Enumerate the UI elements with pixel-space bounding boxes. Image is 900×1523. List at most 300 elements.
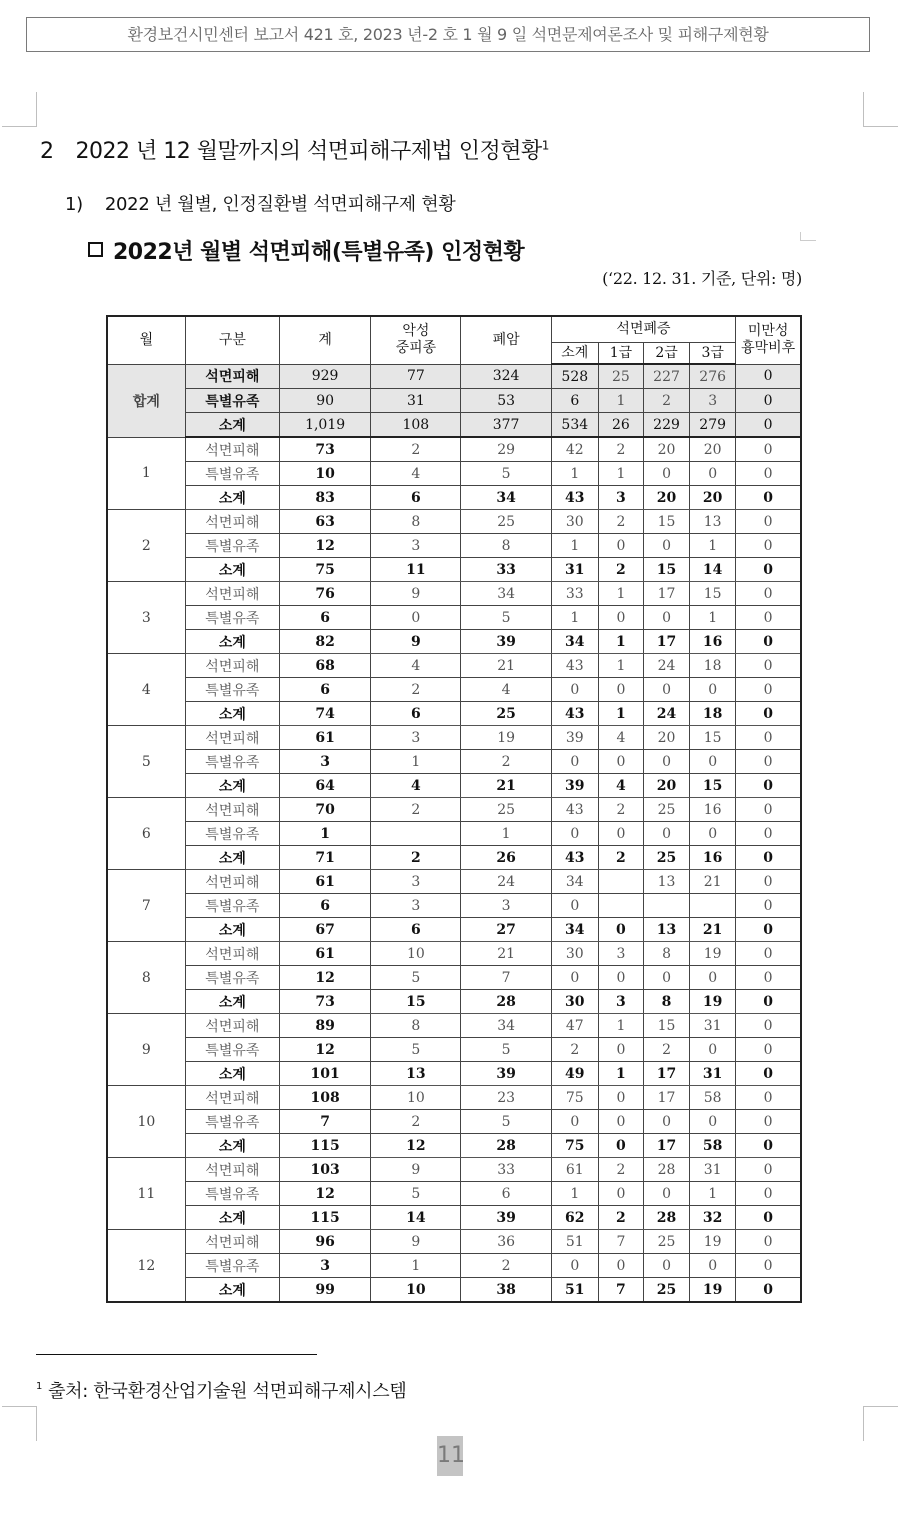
cell-total: 89 bbox=[279, 1014, 370, 1038]
cell-asbestosis-grade3: 16 bbox=[690, 798, 736, 822]
cell-asbestosis-subtotal: 0 bbox=[551, 1254, 598, 1278]
cell-asbestosis-grade1: 0 bbox=[598, 1182, 643, 1206]
cell-pleural-thickening: 0 bbox=[736, 486, 801, 510]
cell-asbestosis-grade3: 276 bbox=[690, 364, 736, 389]
cell-total: 73 bbox=[279, 990, 370, 1014]
cell-lung-cancer: 377 bbox=[461, 413, 551, 438]
cell-total: 1,019 bbox=[279, 413, 370, 438]
cell-total: 12 bbox=[279, 534, 370, 558]
cell-lung-cancer: 39 bbox=[461, 1206, 551, 1230]
cell-asbestosis-subtotal: 0 bbox=[551, 750, 598, 774]
cell-asbestosis-grade2: 25 bbox=[643, 1278, 689, 1303]
cell-total: 1 bbox=[279, 822, 370, 846]
month-row-asbestos-damage bbox=[107, 582, 801, 606]
table-body bbox=[107, 364, 801, 1302]
header-asbestosis-grade1: 1급 bbox=[598, 343, 643, 365]
month-row-subtotal bbox=[107, 1062, 801, 1086]
month-row-special-bereaved bbox=[107, 1038, 801, 1062]
month-label: 11 bbox=[107, 1158, 185, 1230]
cell-asbestosis-grade2: 0 bbox=[643, 966, 689, 990]
summary-label: 합계 bbox=[107, 364, 185, 437]
header-total: 계 bbox=[279, 316, 370, 364]
cell-asbestosis-grade1: 1 bbox=[598, 1014, 643, 1038]
month-row-special-bereaved bbox=[107, 894, 801, 918]
row-category-special-bereaved: 특별유족 bbox=[185, 462, 279, 486]
footnote-ref[interactable]: 1 bbox=[541, 138, 549, 153]
cell-asbestosis-subtotal: 2 bbox=[551, 1038, 598, 1062]
cell-asbestosis-subtotal: 49 bbox=[551, 1062, 598, 1086]
cell-asbestosis-subtotal: 47 bbox=[551, 1014, 598, 1038]
month-row-asbestos-damage bbox=[107, 1158, 801, 1182]
crop-mark-top-right bbox=[863, 92, 898, 127]
cell-asbestosis-grade1: 7 bbox=[598, 1230, 643, 1254]
row-category-special-bereaved: 특별유족 bbox=[185, 1182, 279, 1206]
cell-mesothelioma: 77 bbox=[371, 364, 461, 389]
cell-pleural-thickening: 0 bbox=[736, 462, 801, 486]
running-header: 환경보건시민센터 보고서 421 호, 2023 년-2 호 1 월 9 일 석면문제여론조사 및 피해구제현황 bbox=[26, 17, 870, 52]
cell-pleural-thickening: 0 bbox=[736, 1086, 801, 1110]
cell-asbestosis-grade3: 15 bbox=[690, 582, 736, 606]
cell-total: 70 bbox=[279, 798, 370, 822]
cell-asbestosis-subtotal: 39 bbox=[551, 774, 598, 798]
cell-asbestosis-subtotal: 0 bbox=[551, 894, 598, 918]
cell-lung-cancer: 27 bbox=[461, 918, 551, 942]
month-row-special-bereaved bbox=[107, 1110, 801, 1134]
month-row-special-bereaved bbox=[107, 534, 801, 558]
cell-asbestosis-subtotal: 42 bbox=[551, 437, 598, 462]
cell-pleural-thickening: 0 bbox=[736, 1038, 801, 1062]
cell-mesothelioma: 5 bbox=[371, 1182, 461, 1206]
cell-asbestosis-grade2: 24 bbox=[643, 702, 689, 726]
cell-asbestosis-subtotal: 33 bbox=[551, 582, 598, 606]
cell-asbestosis-grade1: 2 bbox=[598, 510, 643, 534]
subsection-heading bbox=[65, 190, 455, 216]
cell-asbestosis-grade3: 58 bbox=[690, 1134, 736, 1158]
month-row-subtotal bbox=[107, 486, 801, 510]
cell-total: 7 bbox=[279, 1110, 370, 1134]
cell-asbestosis-grade1: 2 bbox=[598, 1206, 643, 1230]
cell-total: 3 bbox=[279, 1254, 370, 1278]
cell-asbestosis-grade2: 15 bbox=[643, 558, 689, 582]
cell-asbestosis-grade3: 0 bbox=[690, 1254, 736, 1278]
cell-asbestosis-grade2 bbox=[643, 894, 689, 918]
cell-total: 61 bbox=[279, 726, 370, 750]
month-label: 8 bbox=[107, 942, 185, 1014]
cell-lung-cancer: 39 bbox=[461, 630, 551, 654]
cell-pleural-thickening: 0 bbox=[736, 654, 801, 678]
cell-asbestosis-grade2: 24 bbox=[643, 654, 689, 678]
cell-asbestosis-grade2: 25 bbox=[643, 1230, 689, 1254]
cell-pleural-thickening: 0 bbox=[736, 1230, 801, 1254]
cell-asbestosis-grade1: 1 bbox=[598, 702, 643, 726]
month-row-asbestos-damage bbox=[107, 726, 801, 750]
month-row-special-bereaved bbox=[107, 1182, 801, 1206]
cell-mesothelioma: 9 bbox=[371, 1230, 461, 1254]
header-asbestosis-grade2: 2급 bbox=[643, 343, 689, 365]
cell-asbestosis-grade3: 0 bbox=[690, 678, 736, 702]
cell-asbestosis-subtotal: 51 bbox=[551, 1278, 598, 1303]
cell-asbestosis-subtotal: 34 bbox=[551, 918, 598, 942]
cell-asbestosis-grade1: 3 bbox=[598, 990, 643, 1014]
cell-asbestosis-grade2: 0 bbox=[643, 606, 689, 630]
cell-asbestosis-grade2: 13 bbox=[643, 918, 689, 942]
cell-mesothelioma: 1 bbox=[371, 750, 461, 774]
row-category-asbestos-damage: 석면피해 bbox=[185, 1230, 279, 1254]
row-category-special-bereaved: 특별유족 bbox=[185, 606, 279, 630]
row-category-subtotal: 소계 bbox=[185, 1134, 279, 1158]
row-category-asbestos-damage: 석면피해 bbox=[185, 1158, 279, 1182]
cell-lung-cancer: 33 bbox=[461, 1158, 551, 1182]
cell-mesothelioma: 14 bbox=[371, 1206, 461, 1230]
cell-asbestosis-subtotal: 0 bbox=[551, 822, 598, 846]
row-category-asbestos-damage: 석면피해 bbox=[185, 798, 279, 822]
cell-asbestosis-grade3 bbox=[690, 894, 736, 918]
month-row-subtotal bbox=[107, 1134, 801, 1158]
cell-mesothelioma: 10 bbox=[371, 1278, 461, 1303]
cell-mesothelioma: 9 bbox=[371, 582, 461, 606]
cell-asbestosis-grade3: 16 bbox=[690, 846, 736, 870]
cell-lung-cancer: 25 bbox=[461, 510, 551, 534]
row-category-asbestos-damage: 석면피해 bbox=[185, 1086, 279, 1110]
cell-asbestosis-subtotal: 75 bbox=[551, 1086, 598, 1110]
cell-asbestosis-grade2: 20 bbox=[643, 774, 689, 798]
cell-lung-cancer: 21 bbox=[461, 942, 551, 966]
cell-lung-cancer: 1 bbox=[461, 822, 551, 846]
cell-asbestosis-grade1: 3 bbox=[598, 486, 643, 510]
cell-mesothelioma: 9 bbox=[371, 1158, 461, 1182]
cell-pleural-thickening: 0 bbox=[736, 870, 801, 894]
cell-total: 108 bbox=[279, 1086, 370, 1110]
month-row-subtotal bbox=[107, 702, 801, 726]
cell-total: 61 bbox=[279, 870, 370, 894]
cell-pleural-thickening: 0 bbox=[736, 798, 801, 822]
cell-total: 71 bbox=[279, 846, 370, 870]
cell-asbestosis-grade3: 0 bbox=[690, 1038, 736, 1062]
cell-asbestosis-grade2: 17 bbox=[643, 1134, 689, 1158]
month-row-special-bereaved bbox=[107, 750, 801, 774]
cell-lung-cancer: 5 bbox=[461, 1038, 551, 1062]
month-row-special-bereaved bbox=[107, 1254, 801, 1278]
cell-lung-cancer: 5 bbox=[461, 1110, 551, 1134]
month-label: 12 bbox=[107, 1230, 185, 1303]
month-row-subtotal bbox=[107, 558, 801, 582]
crop-mark-bottom-left bbox=[2, 1406, 37, 1441]
month-row-asbestos-damage bbox=[107, 654, 801, 678]
cell-asbestosis-grade2: 0 bbox=[643, 822, 689, 846]
cell-pleural-thickening: 0 bbox=[736, 510, 801, 534]
cell-asbestosis-grade1: 0 bbox=[598, 1254, 643, 1278]
cell-total: 6 bbox=[279, 678, 370, 702]
section-title: 2022 년 12 월말까지의 석면피해구제법 인정현황 bbox=[75, 139, 542, 164]
row-category-subtotal: 소계 bbox=[185, 558, 279, 582]
row-category-subtotal: 소계 bbox=[185, 702, 279, 726]
cell-asbestosis-grade3: 13 bbox=[690, 510, 736, 534]
cell-total: 12 bbox=[279, 966, 370, 990]
cell-mesothelioma: 0 bbox=[371, 606, 461, 630]
cell-total: 96 bbox=[279, 1230, 370, 1254]
cell-lung-cancer: 5 bbox=[461, 462, 551, 486]
cell-asbestosis-grade2: 0 bbox=[643, 1182, 689, 1206]
cell-asbestosis-subtotal: 6 bbox=[551, 389, 598, 413]
cell-total: 76 bbox=[279, 582, 370, 606]
cell-asbestosis-grade2: 13 bbox=[643, 870, 689, 894]
row-category-subtotal: 소계 bbox=[185, 918, 279, 942]
paragraph-margin-mark bbox=[800, 232, 816, 241]
cell-pleural-thickening: 0 bbox=[736, 918, 801, 942]
cell-asbestosis-subtotal: 0 bbox=[551, 966, 598, 990]
summary-row-asbestos-damage bbox=[107, 364, 801, 389]
cell-total: 74 bbox=[279, 702, 370, 726]
cell-mesothelioma: 8 bbox=[371, 1014, 461, 1038]
cell-asbestosis-subtotal: 62 bbox=[551, 1206, 598, 1230]
cell-asbestosis-subtotal: 30 bbox=[551, 510, 598, 534]
recognition-table bbox=[106, 315, 802, 1303]
cell-asbestosis-grade1: 1 bbox=[598, 462, 643, 486]
cell-mesothelioma: 2 bbox=[371, 846, 461, 870]
cell-pleural-thickening: 0 bbox=[736, 1158, 801, 1182]
cell-mesothelioma: 9 bbox=[371, 630, 461, 654]
cell-pleural-thickening: 0 bbox=[736, 1254, 801, 1278]
cell-mesothelioma: 2 bbox=[371, 1110, 461, 1134]
cell-mesothelioma: 108 bbox=[371, 413, 461, 438]
cell-pleural-thickening: 0 bbox=[736, 1278, 801, 1303]
header-pleural-thickening: 미만성 흉막비후 bbox=[736, 316, 801, 364]
cell-pleural-thickening: 0 bbox=[736, 990, 801, 1014]
cell-asbestosis-grade1 bbox=[598, 894, 643, 918]
cell-mesothelioma: 2 bbox=[371, 798, 461, 822]
cell-mesothelioma: 2 bbox=[371, 437, 461, 462]
cell-lung-cancer: 4 bbox=[461, 678, 551, 702]
cell-asbestosis-grade3: 1 bbox=[690, 534, 736, 558]
month-row-subtotal bbox=[107, 1278, 801, 1303]
cell-asbestosis-grade1: 0 bbox=[598, 1086, 643, 1110]
cell-lung-cancer: 33 bbox=[461, 558, 551, 582]
row-category-subtotal: 소계 bbox=[185, 990, 279, 1014]
cell-mesothelioma: 8 bbox=[371, 510, 461, 534]
section-number: 2 bbox=[40, 139, 54, 164]
cell-asbestosis-grade3: 20 bbox=[690, 437, 736, 462]
cell-lung-cancer: 25 bbox=[461, 702, 551, 726]
cell-lung-cancer: 21 bbox=[461, 654, 551, 678]
cell-total: 12 bbox=[279, 1038, 370, 1062]
row-category-special-bereaved: 특별유족 bbox=[185, 1038, 279, 1062]
cell-total: 115 bbox=[279, 1206, 370, 1230]
cell-pleural-thickening: 0 bbox=[736, 437, 801, 462]
cell-lung-cancer: 324 bbox=[461, 364, 551, 389]
cell-lung-cancer: 28 bbox=[461, 1134, 551, 1158]
cell-asbestosis-subtotal: 30 bbox=[551, 942, 598, 966]
cell-lung-cancer: 34 bbox=[461, 582, 551, 606]
cell-asbestosis-grade3: 3 bbox=[690, 389, 736, 413]
month-label: 6 bbox=[107, 798, 185, 870]
cell-pleural-thickening: 0 bbox=[736, 822, 801, 846]
cell-asbestosis-grade3: 19 bbox=[690, 942, 736, 966]
cell-pleural-thickening: 0 bbox=[736, 750, 801, 774]
cell-asbestosis-grade3: 15 bbox=[690, 774, 736, 798]
cell-asbestosis-grade1: 25 bbox=[598, 364, 643, 389]
cell-pleural-thickening: 0 bbox=[736, 894, 801, 918]
cell-asbestosis-grade3: 19 bbox=[690, 1278, 736, 1303]
month-row-subtotal bbox=[107, 1206, 801, 1230]
cell-total: 929 bbox=[279, 364, 370, 389]
cell-asbestosis-grade1: 0 bbox=[598, 918, 643, 942]
row-category-asbestos-damage: 석면피해 bbox=[185, 510, 279, 534]
cell-asbestosis-subtotal: 1 bbox=[551, 462, 598, 486]
cell-lung-cancer: 38 bbox=[461, 1278, 551, 1303]
cell-mesothelioma: 12 bbox=[371, 1134, 461, 1158]
cell-asbestosis-grade2: 20 bbox=[643, 726, 689, 750]
cell-total: 12 bbox=[279, 1182, 370, 1206]
header-asbestosis-subtotal: 소계 bbox=[551, 343, 598, 365]
cell-asbestosis-subtotal: 1 bbox=[551, 1182, 598, 1206]
cell-asbestosis-subtotal: 31 bbox=[551, 558, 598, 582]
cell-lung-cancer: 2 bbox=[461, 1254, 551, 1278]
cell-lung-cancer: 34 bbox=[461, 1014, 551, 1038]
cell-total: 99 bbox=[279, 1278, 370, 1303]
cell-asbestosis-subtotal: 43 bbox=[551, 846, 598, 870]
crop-mark-top-left bbox=[2, 92, 37, 127]
cell-pleural-thickening: 0 bbox=[736, 1014, 801, 1038]
header-month: 월 bbox=[107, 316, 185, 364]
cell-pleural-thickening: 0 bbox=[736, 364, 801, 389]
cell-asbestosis-subtotal: 43 bbox=[551, 702, 598, 726]
row-category-special-bereaved: 특별유족 bbox=[185, 1110, 279, 1134]
cell-pleural-thickening: 0 bbox=[736, 1182, 801, 1206]
month-row-special-bereaved bbox=[107, 678, 801, 702]
cell-asbestosis-grade2: 229 bbox=[643, 413, 689, 438]
cell-asbestosis-grade1: 2 bbox=[598, 558, 643, 582]
table-title bbox=[88, 235, 524, 266]
cell-asbestosis-grade1: 4 bbox=[598, 726, 643, 750]
cell-asbestosis-grade3: 19 bbox=[690, 990, 736, 1014]
month-row-subtotal bbox=[107, 846, 801, 870]
month-label: 1 bbox=[107, 437, 185, 510]
cell-pleural-thickening: 0 bbox=[736, 966, 801, 990]
header-asbestosis: 석면폐증 bbox=[551, 316, 736, 343]
cell-lung-cancer: 8 bbox=[461, 534, 551, 558]
month-row-asbestos-damage bbox=[107, 870, 801, 894]
cell-lung-cancer: 21 bbox=[461, 774, 551, 798]
cell-pleural-thickening: 0 bbox=[736, 702, 801, 726]
cell-lung-cancer: 24 bbox=[461, 870, 551, 894]
cell-asbestosis-grade3: 31 bbox=[690, 1014, 736, 1038]
cell-asbestosis-grade1: 3 bbox=[598, 942, 643, 966]
cell-lung-cancer: 25 bbox=[461, 798, 551, 822]
cell-total: 67 bbox=[279, 918, 370, 942]
month-label: 10 bbox=[107, 1086, 185, 1158]
month-row-asbestos-damage bbox=[107, 798, 801, 822]
row-category-asbestos-damage: 석면피해 bbox=[185, 437, 279, 462]
month-row-asbestos-damage bbox=[107, 437, 801, 462]
section-heading bbox=[40, 134, 549, 165]
cell-asbestosis-grade1: 1 bbox=[598, 1062, 643, 1086]
cell-lung-cancer: 6 bbox=[461, 1182, 551, 1206]
cell-lung-cancer: 53 bbox=[461, 389, 551, 413]
row-category-subtotal: 소계 bbox=[185, 1062, 279, 1086]
row-category-special-bereaved: 특별유족 bbox=[185, 750, 279, 774]
cell-asbestosis-grade2: 20 bbox=[643, 486, 689, 510]
month-row-special-bereaved bbox=[107, 606, 801, 630]
cell-total: 103 bbox=[279, 1158, 370, 1182]
row-category-special-bereaved: 특별유족 bbox=[185, 1254, 279, 1278]
cell-asbestosis-grade2: 0 bbox=[643, 534, 689, 558]
cell-asbestosis-subtotal: 75 bbox=[551, 1134, 598, 1158]
row-category-subtotal: 소계 bbox=[185, 1278, 279, 1303]
cell-mesothelioma: 31 bbox=[371, 389, 461, 413]
month-row-asbestos-damage bbox=[107, 942, 801, 966]
cell-asbestosis-subtotal: 43 bbox=[551, 798, 598, 822]
checkbox-bullet-icon bbox=[88, 242, 103, 257]
cell-asbestosis-subtotal: 51 bbox=[551, 1230, 598, 1254]
cell-total: 10 bbox=[279, 462, 370, 486]
cell-asbestosis-grade2: 17 bbox=[643, 1086, 689, 1110]
cell-asbestosis-grade3: 1 bbox=[690, 1182, 736, 1206]
cell-asbestosis-grade1: 0 bbox=[598, 1110, 643, 1134]
row-category-subtotal: 소계 bbox=[185, 774, 279, 798]
cell-asbestosis-grade2: 2 bbox=[643, 1038, 689, 1062]
footnote-marker: 1 bbox=[36, 1381, 43, 1392]
cell-asbestosis-grade2: 15 bbox=[643, 510, 689, 534]
cell-mesothelioma: 3 bbox=[371, 726, 461, 750]
cell-asbestosis-grade2: 17 bbox=[643, 582, 689, 606]
cell-mesothelioma: 4 bbox=[371, 654, 461, 678]
cell-asbestosis-grade1: 1 bbox=[598, 389, 643, 413]
cell-asbestosis-grade1: 0 bbox=[598, 750, 643, 774]
cell-lung-cancer: 3 bbox=[461, 894, 551, 918]
cell-asbestosis-grade2: 15 bbox=[643, 1014, 689, 1038]
cell-asbestosis-grade1: 2 bbox=[598, 437, 643, 462]
cell-total: 3 bbox=[279, 750, 370, 774]
cell-lung-cancer: 28 bbox=[461, 990, 551, 1014]
cell-total: 101 bbox=[279, 1062, 370, 1086]
month-row-special-bereaved bbox=[107, 966, 801, 990]
cell-pleural-thickening: 0 bbox=[736, 1110, 801, 1134]
cell-asbestosis-grade3: 18 bbox=[690, 654, 736, 678]
cell-lung-cancer: 39 bbox=[461, 1062, 551, 1086]
month-row-special-bereaved bbox=[107, 822, 801, 846]
cell-mesothelioma: 5 bbox=[371, 1038, 461, 1062]
cell-asbestosis-grade3: 14 bbox=[690, 558, 736, 582]
cell-lung-cancer: 7 bbox=[461, 966, 551, 990]
cell-mesothelioma: 10 bbox=[371, 1086, 461, 1110]
cell-mesothelioma: 3 bbox=[371, 534, 461, 558]
cell-asbestosis-grade2: 28 bbox=[643, 1206, 689, 1230]
cell-asbestosis-grade1: 1 bbox=[598, 654, 643, 678]
row-category-special-bereaved: 특별유족 bbox=[185, 534, 279, 558]
cell-asbestosis-subtotal: 43 bbox=[551, 486, 598, 510]
month-label: 7 bbox=[107, 870, 185, 942]
cell-asbestosis-grade1: 0 bbox=[598, 966, 643, 990]
cell-asbestosis-subtotal: 43 bbox=[551, 654, 598, 678]
cell-asbestosis-grade1: 0 bbox=[598, 534, 643, 558]
cell-asbestosis-grade2: 20 bbox=[643, 437, 689, 462]
header-lung-cancer: 폐암 bbox=[461, 316, 551, 364]
cell-asbestosis-grade2: 25 bbox=[643, 846, 689, 870]
cell-asbestosis-grade1: 2 bbox=[598, 846, 643, 870]
cell-total: 75 bbox=[279, 558, 370, 582]
cell-asbestosis-subtotal: 34 bbox=[551, 870, 598, 894]
cell-asbestosis-grade1: 0 bbox=[598, 606, 643, 630]
cell-asbestosis-grade2: 17 bbox=[643, 630, 689, 654]
cell-mesothelioma: 4 bbox=[371, 774, 461, 798]
month-label: 5 bbox=[107, 726, 185, 798]
row-category-special-bereaved: 특별유족 bbox=[185, 894, 279, 918]
subsection-number: 1) bbox=[65, 194, 83, 215]
cell-total: 6 bbox=[279, 894, 370, 918]
cell-pleural-thickening: 0 bbox=[736, 774, 801, 798]
cell-asbestosis-grade3: 31 bbox=[690, 1158, 736, 1182]
cell-asbestosis-grade2: 0 bbox=[643, 1254, 689, 1278]
